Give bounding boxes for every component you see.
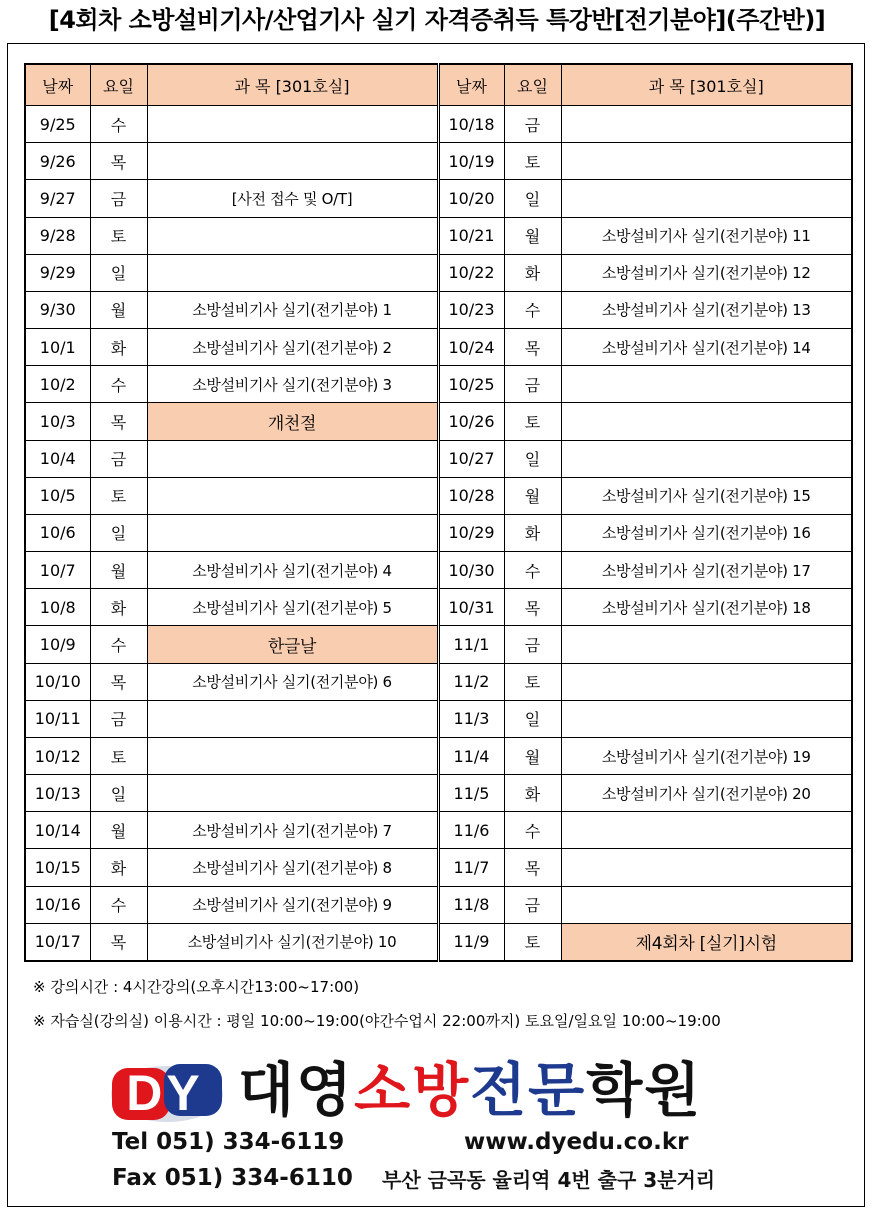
academy-name bbox=[238, 1050, 702, 1130]
table-row bbox=[25, 180, 852, 217]
academy-name-part: 소방 bbox=[354, 1056, 471, 1124]
day-cell: 금 bbox=[504, 626, 561, 663]
subject-cell bbox=[561, 626, 852, 663]
day-cell: 일 bbox=[90, 514, 147, 551]
subject-cell bbox=[561, 700, 852, 737]
header-date: 날짜 bbox=[25, 64, 90, 106]
subject-cell bbox=[561, 812, 852, 849]
day-cell: 수 bbox=[504, 291, 561, 328]
subject-cell: 소방설비기사 실기(전기분야) 10 bbox=[147, 923, 438, 961]
day-cell: 토 bbox=[504, 403, 561, 440]
subject-cell bbox=[147, 700, 438, 737]
day-cell: 토 bbox=[90, 217, 147, 254]
subject-cell: 소방설비기사 실기(전기분야) 6 bbox=[147, 663, 438, 700]
subject-cell bbox=[147, 775, 438, 812]
subject-cell bbox=[147, 254, 438, 291]
date-cell: 10/21 bbox=[438, 217, 504, 254]
subject-cell bbox=[147, 217, 438, 254]
subject-cell: 소방설비기사 실기(전기분야) 20 bbox=[561, 775, 852, 812]
date-cell: 10/28 bbox=[438, 477, 504, 514]
header-subject: 과 목 [301호실] bbox=[147, 64, 438, 106]
day-cell: 목 bbox=[504, 589, 561, 626]
date-cell: 10/1 bbox=[25, 329, 90, 366]
day-cell: 일 bbox=[504, 440, 561, 477]
subject-cell: 소방설비기사 실기(전기분야) 1 bbox=[147, 291, 438, 328]
subject-cell: 소방설비기사 실기(전기분야) 8 bbox=[147, 849, 438, 886]
subject-cell: 소방설비기사 실기(전기분야) 11 bbox=[561, 217, 852, 254]
subject-cell bbox=[561, 180, 852, 217]
day-cell: 월 bbox=[504, 737, 561, 774]
day-cell: 목 bbox=[90, 403, 147, 440]
subject-cell: 소방설비기사 실기(전기분야) 16 bbox=[561, 514, 852, 551]
date-cell: 10/9 bbox=[25, 626, 90, 663]
day-cell: 금 bbox=[504, 106, 561, 143]
date-cell: 10/7 bbox=[25, 552, 90, 589]
date-cell: 11/4 bbox=[438, 737, 504, 774]
table-row bbox=[25, 737, 852, 774]
header-day: 요일 bbox=[90, 64, 147, 106]
date-cell: 9/25 bbox=[25, 106, 90, 143]
table-row bbox=[25, 514, 852, 551]
table-row bbox=[25, 552, 852, 589]
day-cell: 화 bbox=[504, 514, 561, 551]
date-cell: 9/30 bbox=[25, 291, 90, 328]
day-cell: 토 bbox=[504, 663, 561, 700]
holiday-cell: 개천절 bbox=[147, 403, 438, 440]
subject-cell: 소방설비기사 실기(전기분야) 7 bbox=[147, 812, 438, 849]
date-cell: 10/24 bbox=[438, 329, 504, 366]
subject-cell bbox=[147, 514, 438, 551]
subject-cell bbox=[147, 737, 438, 774]
table-row bbox=[25, 366, 852, 403]
table-row bbox=[25, 700, 852, 737]
subject-cell bbox=[561, 143, 852, 180]
fax-number: Fax 051) 334-6110 bbox=[112, 1165, 353, 1191]
date-cell: 10/16 bbox=[25, 886, 90, 923]
subject-cell bbox=[147, 106, 438, 143]
day-cell: 수 bbox=[90, 626, 147, 663]
holiday-cell: 제4회차 [실기]시험 bbox=[561, 923, 852, 961]
day-cell: 월 bbox=[504, 217, 561, 254]
date-cell: 9/28 bbox=[25, 217, 90, 254]
page-title: [4회차 소방설비기사/산업기사 실기 자격증취득 특강반[전기분야](주간반)] bbox=[48, 6, 826, 34]
subject-cell bbox=[561, 849, 852, 886]
day-cell: 목 bbox=[90, 923, 147, 961]
day-cell: 수 bbox=[504, 812, 561, 849]
date-cell: 10/15 bbox=[25, 849, 90, 886]
table-row bbox=[25, 291, 852, 328]
day-cell: 금 bbox=[90, 440, 147, 477]
day-cell: 화 bbox=[90, 849, 147, 886]
academy-logo-icon bbox=[108, 1060, 226, 1126]
date-cell: 11/7 bbox=[438, 849, 504, 886]
table-row bbox=[25, 663, 852, 700]
subject-cell bbox=[147, 477, 438, 514]
day-cell: 월 bbox=[90, 552, 147, 589]
table-row bbox=[25, 886, 852, 923]
date-cell: 10/31 bbox=[438, 589, 504, 626]
day-cell: 토 bbox=[504, 923, 561, 961]
academy-name-part: 학원 bbox=[586, 1056, 703, 1124]
day-cell: 수 bbox=[90, 886, 147, 923]
day-cell: 수 bbox=[504, 552, 561, 589]
holiday-cell: 한글날 bbox=[147, 626, 438, 663]
academy-name-part: 대영 bbox=[238, 1056, 355, 1124]
table-header-row bbox=[25, 64, 852, 106]
day-cell: 일 bbox=[504, 180, 561, 217]
day-cell: 금 bbox=[504, 366, 561, 403]
table-row bbox=[25, 849, 852, 886]
subject-cell: 소방설비기사 실기(전기분야) 17 bbox=[561, 552, 852, 589]
subject-cell: 소방설비기사 실기(전기분야) 19 bbox=[561, 737, 852, 774]
subject-cell: 소방설비기사 실기(전기분야) 3 bbox=[147, 366, 438, 403]
table-row bbox=[25, 329, 852, 366]
day-cell: 수 bbox=[90, 366, 147, 403]
header-day: 요일 bbox=[504, 64, 561, 106]
day-cell: 일 bbox=[90, 775, 147, 812]
date-cell: 11/2 bbox=[438, 663, 504, 700]
day-cell: 화 bbox=[90, 589, 147, 626]
table-row bbox=[25, 626, 852, 663]
subject-cell bbox=[561, 886, 852, 923]
table-row bbox=[25, 217, 852, 254]
subject-cell: 소방설비기사 실기(전기분야) 18 bbox=[561, 589, 852, 626]
table-row bbox=[25, 143, 852, 180]
date-cell: 10/11 bbox=[25, 700, 90, 737]
date-cell: 11/9 bbox=[438, 923, 504, 961]
date-cell: 10/23 bbox=[438, 291, 504, 328]
date-cell: 10/27 bbox=[438, 440, 504, 477]
date-cell: 10/2 bbox=[25, 366, 90, 403]
date-cell: 11/3 bbox=[438, 700, 504, 737]
day-cell: 목 bbox=[90, 143, 147, 180]
subject-cell bbox=[561, 366, 852, 403]
table-row bbox=[25, 254, 852, 291]
date-cell: 10/29 bbox=[438, 514, 504, 551]
date-cell: 9/29 bbox=[25, 254, 90, 291]
subject-cell bbox=[561, 440, 852, 477]
subject-cell: 소방설비기사 실기(전기분야) 9 bbox=[147, 886, 438, 923]
date-cell: 10/25 bbox=[438, 366, 504, 403]
day-cell: 금 bbox=[90, 180, 147, 217]
table-row bbox=[25, 106, 852, 143]
website: www.dyedu.co.kr bbox=[464, 1129, 689, 1155]
subject-cell bbox=[561, 663, 852, 700]
table-row bbox=[25, 440, 852, 477]
subject-cell bbox=[147, 440, 438, 477]
subject-cell: [사전 접수 및 O/T] bbox=[147, 180, 438, 217]
date-cell: 10/13 bbox=[25, 775, 90, 812]
header-date: 날짜 bbox=[438, 64, 504, 106]
study-room-note: ※ 자습실(강의실) 이용시간 : 평일 10:00~19:00(야간수업시 22:00까지) 토요일/일요일 10:00~19:00 bbox=[33, 1012, 721, 1030]
day-cell: 목 bbox=[504, 849, 561, 886]
academy-name-part: 전문 bbox=[470, 1056, 587, 1124]
table-row bbox=[25, 923, 852, 961]
date-cell: 10/19 bbox=[438, 143, 504, 180]
date-cell: 10/17 bbox=[25, 923, 90, 961]
day-cell: 월 bbox=[90, 291, 147, 328]
day-cell: 목 bbox=[504, 329, 561, 366]
day-cell: 일 bbox=[504, 700, 561, 737]
subject-cell: 소방설비기사 실기(전기분야) 2 bbox=[147, 329, 438, 366]
date-cell: 10/6 bbox=[25, 514, 90, 551]
table-row bbox=[25, 775, 852, 812]
date-cell: 10/26 bbox=[438, 403, 504, 440]
day-cell: 수 bbox=[90, 106, 147, 143]
table-row bbox=[25, 477, 852, 514]
date-cell: 10/10 bbox=[25, 663, 90, 700]
day-cell: 일 bbox=[90, 254, 147, 291]
date-cell: 10/5 bbox=[25, 477, 90, 514]
subject-cell bbox=[147, 143, 438, 180]
subject-cell: 소방설비기사 실기(전기분야) 15 bbox=[561, 477, 852, 514]
date-cell: 11/6 bbox=[438, 812, 504, 849]
table-row bbox=[25, 812, 852, 849]
day-cell: 월 bbox=[504, 477, 561, 514]
subject-cell: 소방설비기사 실기(전기분야) 5 bbox=[147, 589, 438, 626]
day-cell: 화 bbox=[90, 329, 147, 366]
subject-cell: 소방설비기사 실기(전기분야) 4 bbox=[147, 552, 438, 589]
table-row bbox=[25, 589, 852, 626]
day-cell: 화 bbox=[504, 775, 561, 812]
date-cell: 10/14 bbox=[25, 812, 90, 849]
subject-cell: 소방설비기사 실기(전기분야) 13 bbox=[561, 291, 852, 328]
date-cell: 11/5 bbox=[438, 775, 504, 812]
address: 부산 금곡동 율리역 4번 출구 3분거리 bbox=[382, 1168, 716, 1192]
header-subject: 과 목 [301호실] bbox=[561, 64, 852, 106]
day-cell: 목 bbox=[90, 663, 147, 700]
lecture-time-note: ※ 강의시간 : 4시간강의(오후시간13:00~17:00) bbox=[33, 978, 360, 996]
date-cell: 10/20 bbox=[438, 180, 504, 217]
date-cell: 10/4 bbox=[25, 440, 90, 477]
date-cell: 11/8 bbox=[438, 886, 504, 923]
date-cell: 10/22 bbox=[438, 254, 504, 291]
subject-cell bbox=[561, 106, 852, 143]
logo-text: DY bbox=[126, 1065, 204, 1121]
day-cell: 화 bbox=[504, 254, 561, 291]
subject-cell: 소방설비기사 실기(전기분야) 14 bbox=[561, 329, 852, 366]
date-cell: 10/8 bbox=[25, 589, 90, 626]
day-cell: 토 bbox=[90, 477, 147, 514]
date-cell: 10/3 bbox=[25, 403, 90, 440]
subject-cell: 소방설비기사 실기(전기분야) 12 bbox=[561, 254, 852, 291]
day-cell: 금 bbox=[504, 886, 561, 923]
tel-number: Tel 051) 334-6119 bbox=[112, 1129, 345, 1155]
day-cell: 토 bbox=[90, 737, 147, 774]
table-row bbox=[25, 403, 852, 440]
date-cell: 9/27 bbox=[25, 180, 90, 217]
day-cell: 금 bbox=[90, 700, 147, 737]
date-cell: 10/12 bbox=[25, 737, 90, 774]
subject-cell bbox=[561, 403, 852, 440]
schedule-table bbox=[24, 63, 853, 962]
date-cell: 10/18 bbox=[438, 106, 504, 143]
day-cell: 월 bbox=[90, 812, 147, 849]
date-cell: 10/30 bbox=[438, 552, 504, 589]
date-cell: 9/26 bbox=[25, 143, 90, 180]
date-cell: 11/1 bbox=[438, 626, 504, 663]
day-cell: 토 bbox=[504, 143, 561, 180]
